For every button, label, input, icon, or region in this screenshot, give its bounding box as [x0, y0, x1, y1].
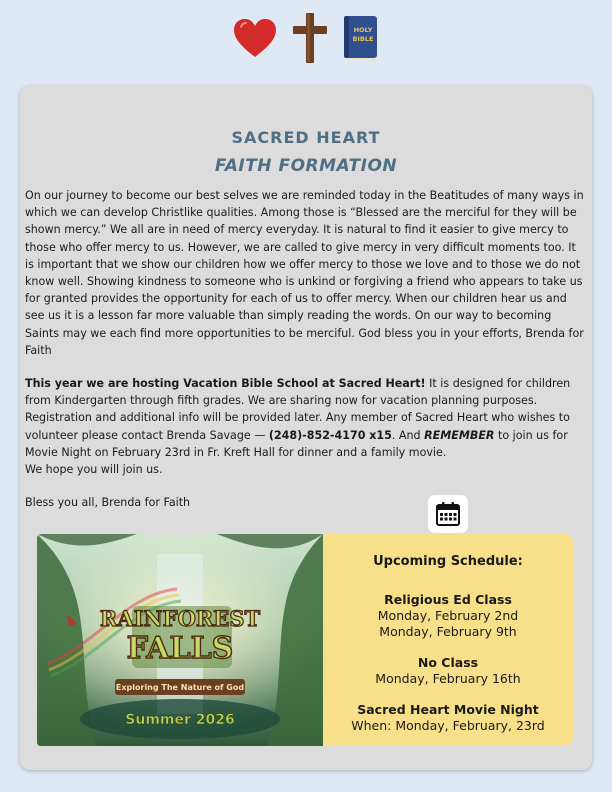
heart-icon	[232, 17, 278, 59]
schedule-item	[323, 655, 573, 687]
vbs-details: It is designed for children from Kindergarten through fifth grades. We are sharing now for vacation planning purposes. Registration and additional info will be provided later. Any member of Sacred Heart who wishes to volunteer please contact Brenda Savage —	[25, 377, 571, 442]
remember-emphasis: REMEMBER	[424, 428, 495, 442]
vbs-announcement: This year we are hosting Vacation Bible School at Sacred Heart!	[25, 377, 426, 391]
bible-cover-text-1: HOLY	[353, 26, 373, 34]
promo-tagline: Summer 2026	[125, 712, 235, 728]
promo-title-1: RAINFOREST	[99, 606, 261, 631]
message-body	[25, 187, 585, 527]
closing-line: Bless you all, Brenda for Faith	[25, 496, 191, 510]
movie-night-details: to join us for Movie Night on February 23rd in Fr. Kreft Hall for dinner and a family movie.	[25, 428, 568, 459]
promo-title-2: FALLS	[126, 631, 234, 666]
reflection-paragraph: On our journey to become our best selves we are reminded today in the Beatitudes of many ways in which we can develop Christlike qualities. Among those is “Blessed are the merciful for they will be shown mercy.” We all are in need of mercy everyday. It is natural to find it easier to give mercy to those who offer mercy to us. However, we are called to give mercy in very difficult moments too. It is important that we show our children how we offer mercy to those we love and to those we do not know well. Showing kindness to someone who is unkind or forgiving a friend who appears to take us for granted provides the opportunity for each of us to offer mercy. When our children hear us and see us it is a lesson far more valuable than simply reading the words. On our way to becoming Saints may we each find more opportunities to be merciful. God bless you in your efforts, Brenda for Faith	[25, 189, 584, 357]
schedule-item	[323, 702, 573, 734]
schedule-event: Religious Ed Class	[384, 592, 512, 607]
schedule-date: When: Monday, February, 23rd	[351, 718, 545, 733]
schedule-date: Monday, February 2nd	[377, 608, 519, 623]
section-subtitle: FAITH FORMATION	[214, 156, 398, 176]
promo-subtitle: Exploring The Nature of God	[115, 683, 245, 692]
cross-icon	[292, 12, 328, 64]
header-icons	[0, 10, 612, 66]
schedule-item	[323, 592, 573, 640]
contact-phone: (248)-852-4170 x15	[268, 428, 392, 442]
rainforest-falls-promo-image	[37, 534, 323, 746]
join-line: We hope you will join us.	[25, 463, 163, 477]
calendar-icon	[428, 495, 468, 533]
schedule-date: Monday, February 9th	[379, 624, 517, 639]
schedule-event: Sacred Heart Movie Night	[357, 702, 539, 717]
schedule-date: Monday, February 16th	[375, 671, 521, 686]
vbs-paragraph	[25, 375, 585, 461]
section-title: SACRED HEART	[231, 128, 381, 147]
bible-icon	[342, 14, 380, 62]
vbs-details-2: . And	[391, 428, 425, 442]
schedule-title: Upcoming Schedule:	[373, 554, 523, 569]
upcoming-schedule-panel	[323, 534, 573, 746]
bible-cover-text-2: BIBLE	[352, 35, 374, 43]
faith-formation-card	[20, 86, 592, 770]
schedule-event: No Class	[417, 655, 479, 670]
